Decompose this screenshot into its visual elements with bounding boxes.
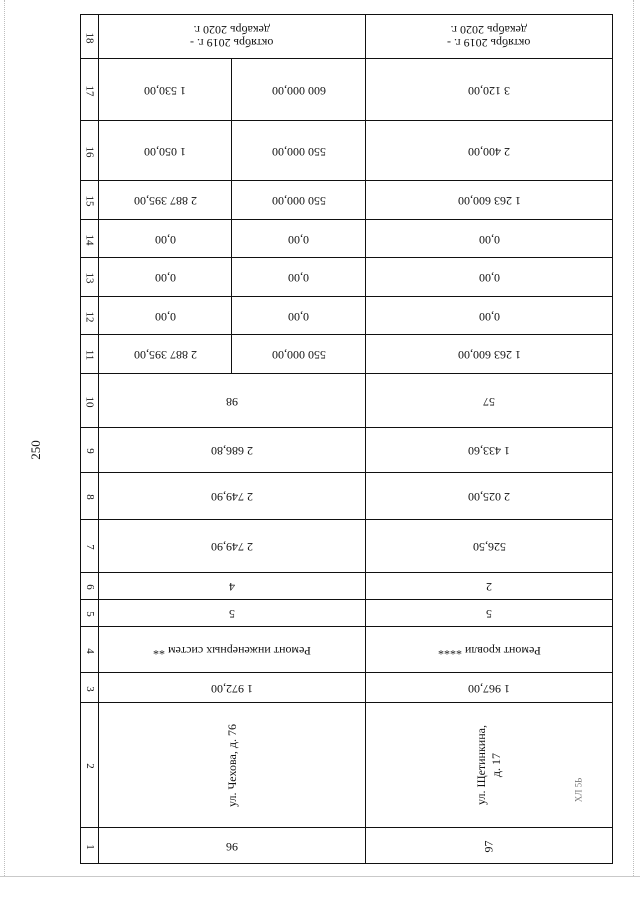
value-cell: 1 263 600,00 <box>366 335 613 374</box>
page-bottom-rule <box>0 876 640 877</box>
value-cell: 4 <box>99 573 366 600</box>
value-cell: 5 <box>99 600 366 627</box>
col-number: 14 <box>81 220 99 258</box>
value-cell: 0,00 <box>366 220 613 258</box>
col-number: 7 <box>81 520 99 573</box>
table-row <box>81 828 613 864</box>
col-number: 2 <box>81 703 99 828</box>
col-number: 12 <box>81 297 99 335</box>
value-cell: 1 263 600,00 <box>366 181 613 220</box>
col-number: 17 <box>81 59 99 121</box>
value-cell: 0,00 <box>232 220 366 258</box>
col-number: 4 <box>81 627 99 673</box>
value-cell: 2 749,90 <box>99 473 366 520</box>
value-cell: 98 <box>99 374 366 428</box>
table-row <box>81 59 613 121</box>
period-cell: октябрь 2019 г. - декабрь 2020 г. <box>366 15 613 59</box>
col-number: 1 <box>81 828 99 864</box>
value-cell: 550 000,00 <box>232 181 366 220</box>
row-number-cell: 97 <box>366 828 613 864</box>
work-type-cell: Ремонт кровли **** <box>366 627 613 673</box>
value-cell: 1 530,00 <box>99 59 232 121</box>
value-cell: 0,00 <box>366 258 613 297</box>
table-row <box>81 121 613 181</box>
table-row <box>81 673 613 703</box>
col-number: 9 <box>81 428 99 473</box>
footnote-mark: ХЛ 5Ь <box>573 777 584 803</box>
table-row <box>81 335 613 374</box>
table-row <box>81 220 613 258</box>
value-cell: 1 050,00 <box>99 121 232 181</box>
value-cell: 0,00 <box>232 258 366 297</box>
table-row <box>81 600 613 627</box>
table-row <box>81 520 613 573</box>
value-cell: 550 000,00 <box>232 335 366 374</box>
col-number: 3 <box>81 673 99 703</box>
value-cell: 2 749,90 <box>99 520 366 573</box>
value-cell: 1 972,00 <box>99 673 366 703</box>
table-row <box>81 297 613 335</box>
value-cell: 2 025,00 <box>366 473 613 520</box>
col-number: 13 <box>81 258 99 297</box>
col-number: 10 <box>81 374 99 428</box>
table-row <box>81 181 613 220</box>
value-cell: 2 686,80 <box>99 428 366 473</box>
table-row <box>81 15 613 59</box>
value-cell: 2 887 395,00 <box>99 181 232 220</box>
value-cell: 2 887 395,00 <box>99 335 232 374</box>
value-cell: 1 433,60 <box>366 428 613 473</box>
table-row <box>81 473 613 520</box>
value-cell: 526,50 <box>366 520 613 573</box>
value-cell: 5 <box>366 600 613 627</box>
scan-edge <box>633 0 635 876</box>
value-cell: 0,00 <box>232 297 366 335</box>
col-number: 8 <box>81 473 99 520</box>
address-cell: ул. Чехова, д. 76 <box>99 703 366 828</box>
row-number-cell: 96 <box>99 828 366 864</box>
value-cell: 57 <box>366 374 613 428</box>
address-cell: ул. Щетинкина, д. 17 <box>366 703 613 828</box>
col-number: 18 <box>81 15 99 59</box>
col-number: 15 <box>81 181 99 220</box>
work-type-cell: Ремонт инженерных систем ** <box>99 627 366 673</box>
table-row <box>81 703 613 828</box>
col-number: 16 <box>81 121 99 181</box>
works-table <box>80 14 613 864</box>
table-row <box>81 573 613 600</box>
value-cell: 2 <box>366 573 613 600</box>
table-row <box>81 428 613 473</box>
table-row <box>81 627 613 673</box>
scan-edge <box>4 0 6 876</box>
value-cell: 3 120,00 <box>366 59 613 121</box>
table-row <box>81 258 613 297</box>
col-number: 5 <box>81 600 99 627</box>
value-cell: 0,00 <box>366 297 613 335</box>
value-cell: 0,00 <box>99 258 232 297</box>
value-cell: 1 967,00 <box>366 673 613 703</box>
value-cell: 0,00 <box>99 220 232 258</box>
table-row <box>81 374 613 428</box>
value-cell: 600 000,00 <box>232 59 366 121</box>
value-cell: 2 400,00 <box>366 121 613 181</box>
value-cell: 0,00 <box>99 297 232 335</box>
period-cell: октябрь 2019 г. - декабрь 2020 г. <box>99 15 366 59</box>
col-number: 6 <box>81 573 99 600</box>
col-number: 11 <box>81 335 99 374</box>
value-cell: 550 000,00 <box>232 121 366 181</box>
page-number: 250 <box>28 440 43 460</box>
